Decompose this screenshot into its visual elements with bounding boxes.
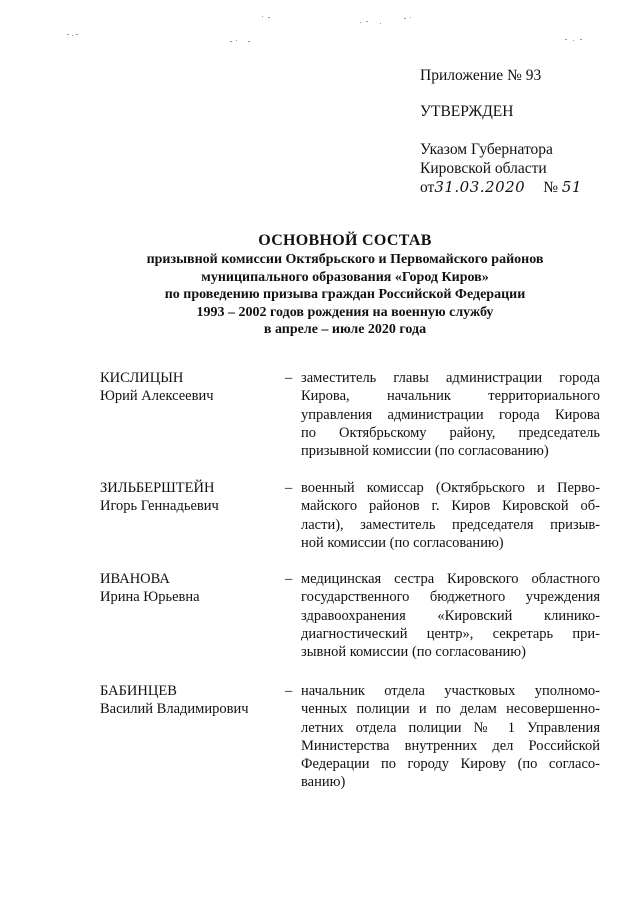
role-line: диагностический центр», секретарь при- bbox=[301, 625, 600, 642]
member-surname: ЗИЛЬБЕРШТЕЙН bbox=[100, 480, 215, 496]
member-role bbox=[301, 369, 600, 460]
decree-block bbox=[420, 140, 620, 197]
role-line: Кирова, начальник территориального bbox=[301, 388, 600, 405]
role-line: летних отдела полиции № 1 Управления bbox=[301, 719, 600, 736]
role-line: управления администрации города Кирова bbox=[301, 406, 600, 423]
role-line: призывной комиссии (по согласованию) bbox=[301, 443, 549, 460]
role-line: Министерства внутренних дел Российской bbox=[301, 737, 600, 754]
member-name bbox=[100, 479, 280, 515]
appendix-number: Приложение № 93 bbox=[420, 67, 542, 84]
role-line: военный комиссар (Октябрьского и Перво- bbox=[301, 480, 600, 496]
member-given-name: Ирина Юрьевна bbox=[100, 589, 200, 605]
role-line: Федерации по городу Кирову (по согласо- bbox=[301, 756, 600, 773]
role-line: ласти), заместитель председателя призыв- bbox=[301, 516, 600, 533]
role-line: ной комиссии (по согласованию) bbox=[301, 534, 504, 551]
member-given-name: Василий Владимирович bbox=[100, 701, 249, 717]
member-given-name: Игорь Геннадьевич bbox=[100, 498, 219, 514]
member-dash: – bbox=[285, 370, 293, 386]
member-name bbox=[100, 682, 280, 718]
role-line: по Октябрьскому району, председатель bbox=[301, 424, 600, 441]
member-name bbox=[100, 570, 280, 606]
member-surname: ИВАНОВА bbox=[100, 571, 170, 587]
role-line: ченных полиции и по делам несовершенно- bbox=[301, 701, 600, 718]
member-role bbox=[301, 570, 600, 661]
title-line-5: в апреле – июле 2020 года bbox=[263, 322, 427, 337]
role-line: медицинская сестра Кировского областного bbox=[301, 571, 600, 587]
role-line: майского районов г. Киров Кировской об- bbox=[301, 498, 600, 515]
title-line-3: по проведению призыва граждан Российской Федерации bbox=[164, 287, 526, 302]
title-line-2: муниципального образования «Город Киров» bbox=[201, 269, 489, 285]
member-surname: БАБИНЦЕВ bbox=[100, 683, 177, 699]
title-line-1: призывной комиссии Октябрьского и Первомайского районов bbox=[146, 252, 544, 267]
title-main: ОСНОВНОЙ СОСТАВ bbox=[258, 232, 432, 249]
decree-date-line bbox=[420, 178, 620, 197]
member-role bbox=[301, 682, 600, 792]
member-surname: КИСЛИЦЫН bbox=[100, 370, 184, 386]
scan-specks bbox=[0, 0, 640, 60]
member-dash: – bbox=[285, 683, 293, 699]
approved-label: УТВЕРЖДЕН bbox=[420, 103, 514, 120]
member-role bbox=[301, 479, 600, 552]
decree-line-1: Указом Губернатора bbox=[420, 141, 553, 158]
document-title bbox=[80, 231, 610, 339]
date-prefix: от bbox=[420, 179, 435, 196]
member-dash: – bbox=[285, 480, 293, 496]
member-dash: – bbox=[285, 571, 293, 587]
role-line: заместитель главы администрации города bbox=[301, 370, 600, 386]
role-line: начальник отдела участковых уполномо- bbox=[301, 683, 600, 699]
handwritten-number: 51 bbox=[561, 178, 582, 196]
handwritten-date: 31.03.2020 bbox=[434, 178, 526, 196]
role-line: государственного бюджетного учреждения bbox=[301, 589, 600, 606]
member-given-name: Юрий Алексеевич bbox=[100, 388, 214, 404]
role-line: ванию) bbox=[301, 774, 346, 791]
role-line: зывной комиссии (по согласованию) bbox=[301, 644, 526, 661]
decree-line-2: Кировской области bbox=[420, 160, 547, 177]
title-line-4: 1993 – 2002 годов рождения на военную службу bbox=[196, 304, 494, 320]
number-label: № bbox=[543, 179, 559, 196]
member-name bbox=[100, 369, 280, 405]
role-line: здравоохранения «Кировский клинико- bbox=[301, 607, 600, 624]
